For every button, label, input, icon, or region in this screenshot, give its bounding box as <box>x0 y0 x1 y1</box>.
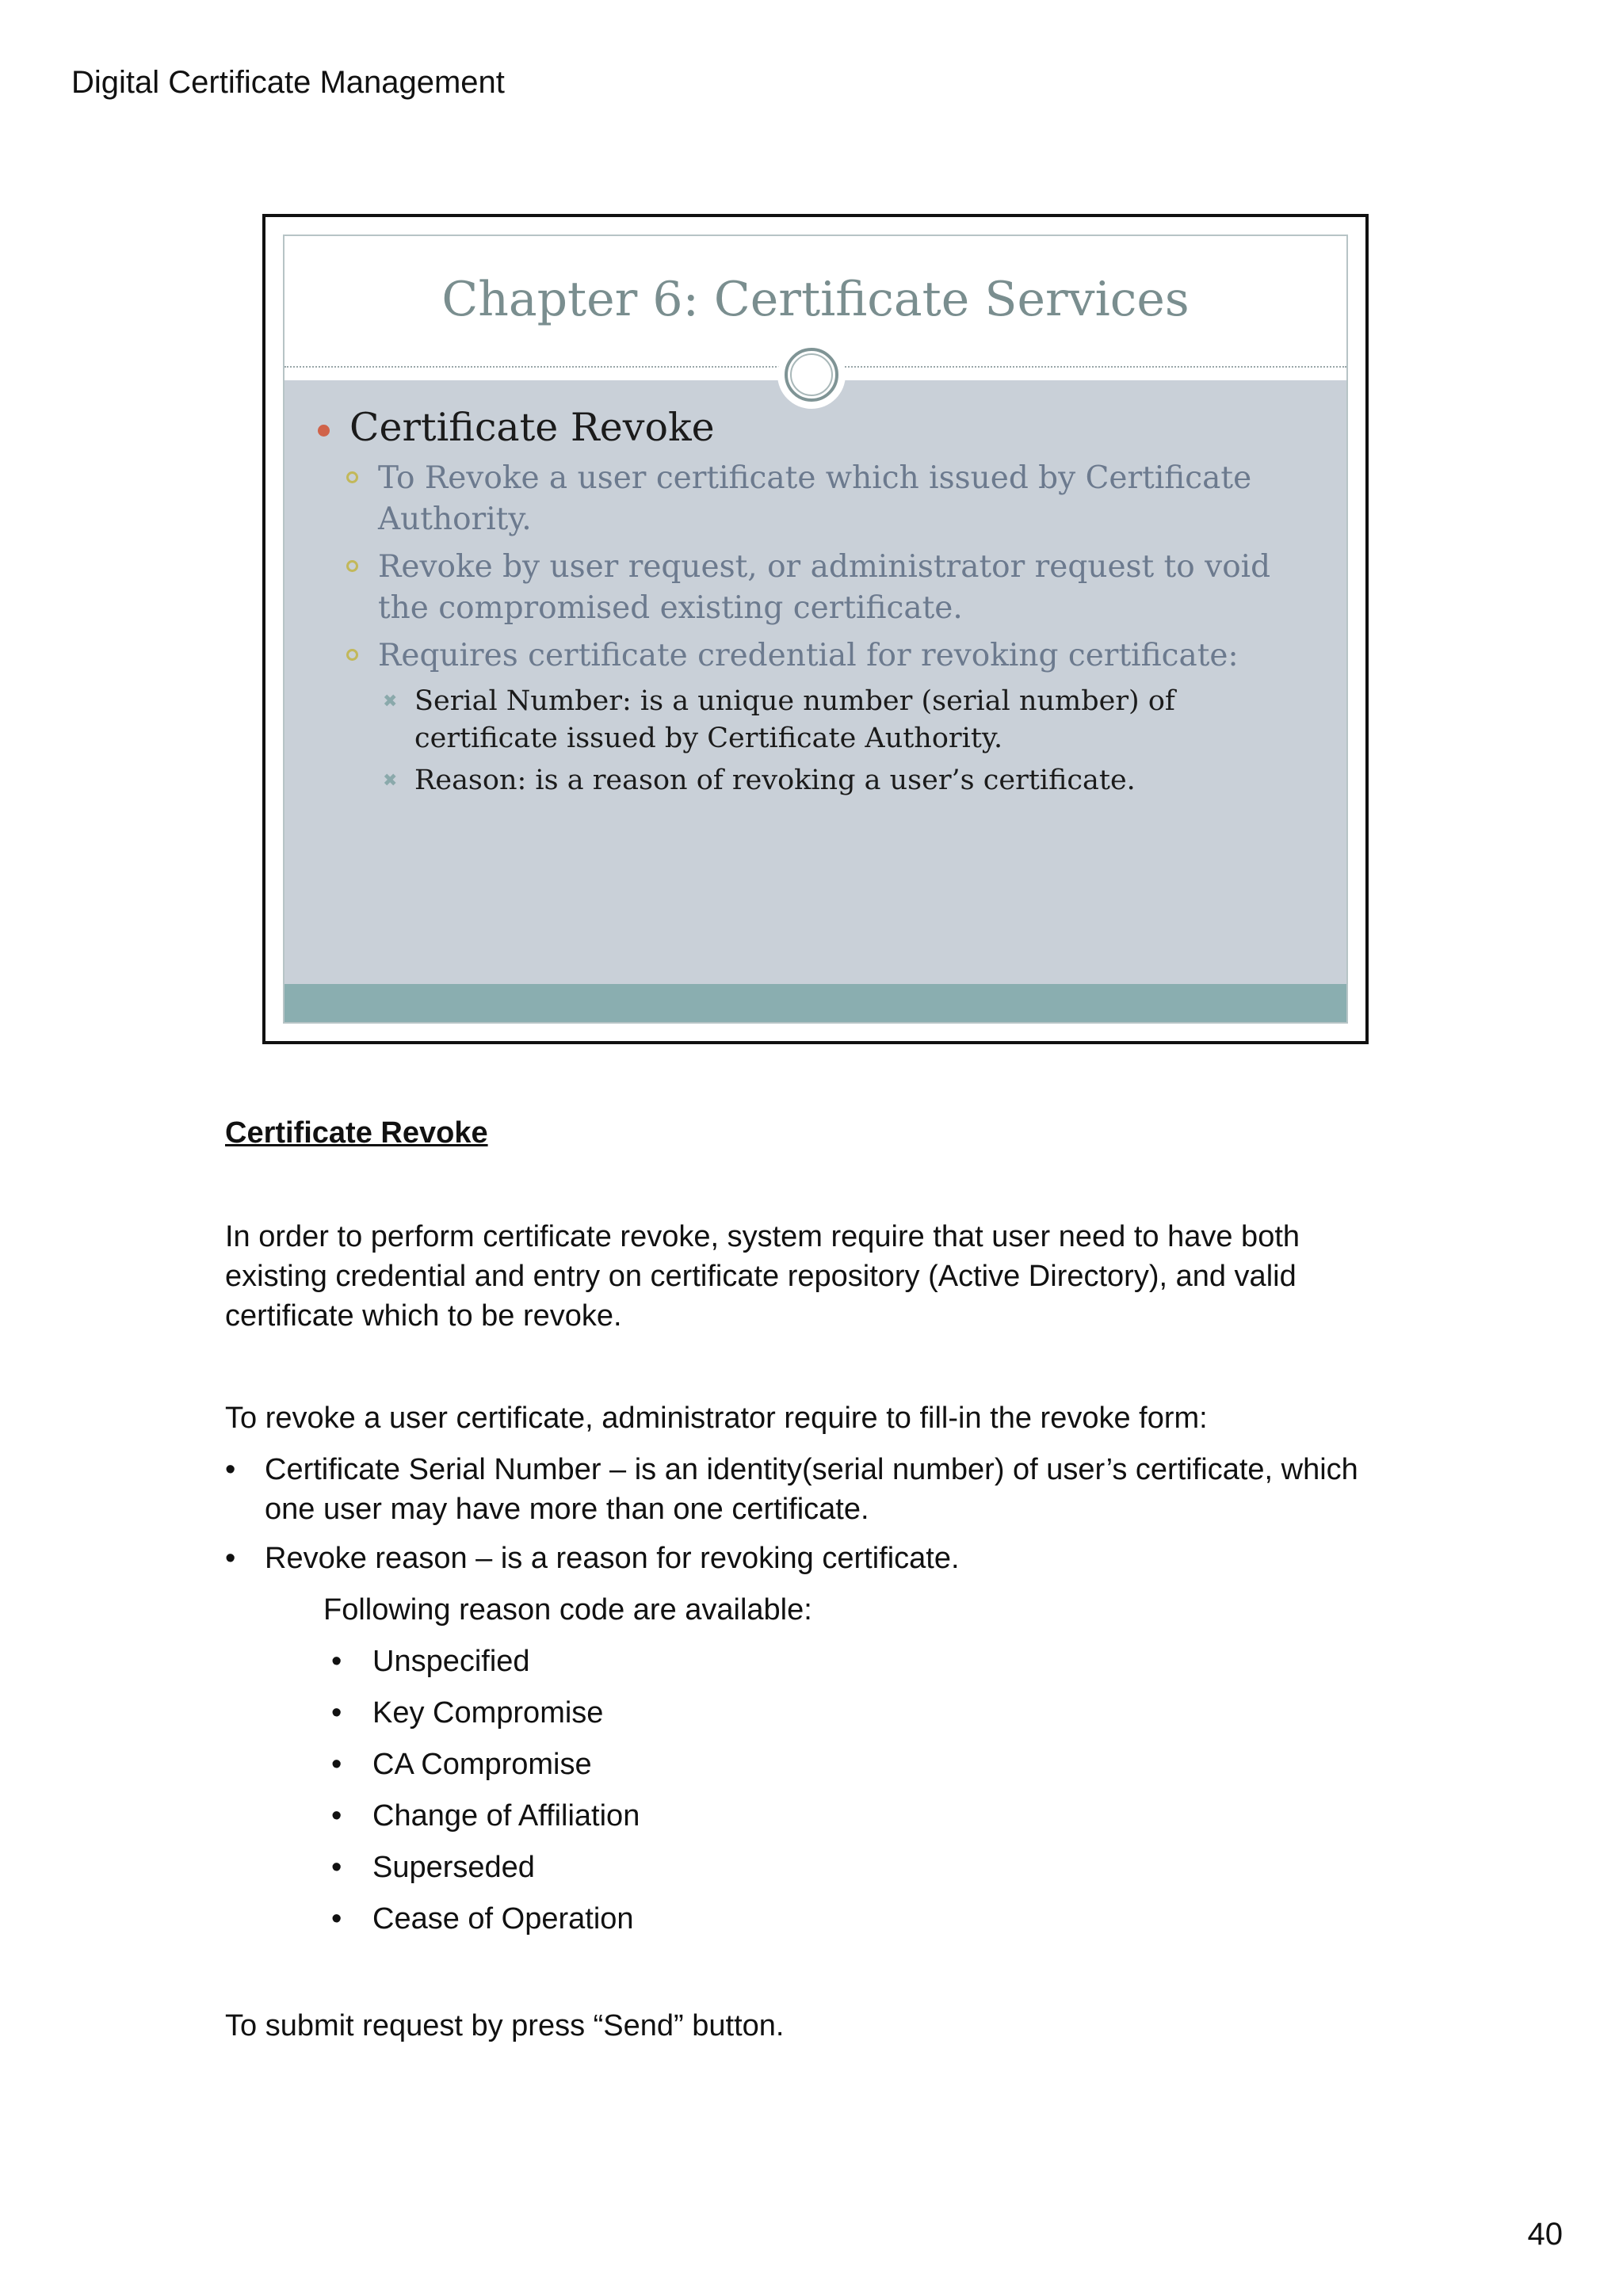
form-field-text: Certificate Serial Number – is an identity(serial number) of user’s certificate, which one user may have more than one certificate. <box>265 1453 1358 1526</box>
intro-paragraph: In order to perform certificate revoke, system require that user need to have both existing credential and entry on certificate repository (Active Directory), and valid certificate which to be revoke. <box>225 1220 1300 1333</box>
red-dot-bullet-icon <box>318 425 330 437</box>
slide-sub-bullet-text: Requires certificate credential for revoking certificate: <box>378 638 1239 673</box>
slide-thumbnail <box>262 214 1369 1044</box>
form-instruction-paragraph: To revoke a user certificate, administrator require to fill-in the revoke form: <box>225 1402 1208 1435</box>
bullet-icon: • <box>331 1645 342 1678</box>
slide-sub-bullet-text: To Revoke a user certificate which issued by Certificate Authority. <box>378 460 1252 537</box>
ring-bullet-icon <box>346 471 358 483</box>
bullet-icon: • <box>331 1748 342 1781</box>
bullet-icon: • <box>331 1799 342 1833</box>
reason-code-text: CA Compromise <box>372 1748 592 1781</box>
form-field-text: Revoke reason – is a reason for revoking certificate. <box>265 1542 960 1575</box>
slide-footer-band <box>285 984 1346 1022</box>
page-number: 40 <box>1527 2217 1563 2252</box>
slide-title: Chapter 6: Certificate Services <box>441 272 1190 327</box>
bullet-icon: • <box>331 1851 342 1884</box>
x-bullet-icon: ✖ <box>383 771 398 791</box>
running-header-title: Digital Certificate Management <box>71 65 505 100</box>
bullet-icon: • <box>331 1696 342 1730</box>
bullet-icon: • <box>225 1453 236 1486</box>
reason-code-text: Change of Affiliation <box>372 1799 640 1833</box>
reason-code-text: Superseded <box>372 1851 535 1884</box>
reason-code-text: Cease of Operation <box>372 1902 634 1936</box>
slide-sub-sub-bullet-text: Serial Number: is a unique number (serial number) of certificate issued by Certificate Authority. <box>414 685 1175 754</box>
slide-circle-ornament-icon <box>777 341 846 409</box>
slide <box>283 235 1348 1024</box>
reason-code-text: Key Compromise <box>372 1696 604 1730</box>
reason-intro: Following reason code are available: <box>323 1593 812 1627</box>
slide-sub-sub-bullet-text: Reason: is a reason of revoking a user’s certificate. <box>414 765 1136 796</box>
submit-note: To submit request by press “Send” button. <box>225 2009 785 2042</box>
ring-bullet-icon <box>346 649 358 661</box>
section-heading: Certificate Revoke <box>225 1116 488 1150</box>
slide-sub-bullet-text: Revoke by user request, or administrator request to void the compromised existing certificate. <box>378 549 1271 626</box>
slide-main-bullet-text: Certificate Revoke <box>349 405 715 450</box>
bullet-icon: • <box>331 1902 342 1936</box>
ring-bullet-icon <box>346 560 358 572</box>
reason-code-text: Unspecified <box>372 1645 530 1678</box>
bullet-icon: • <box>225 1542 236 1575</box>
x-bullet-icon: ✖ <box>383 692 398 711</box>
